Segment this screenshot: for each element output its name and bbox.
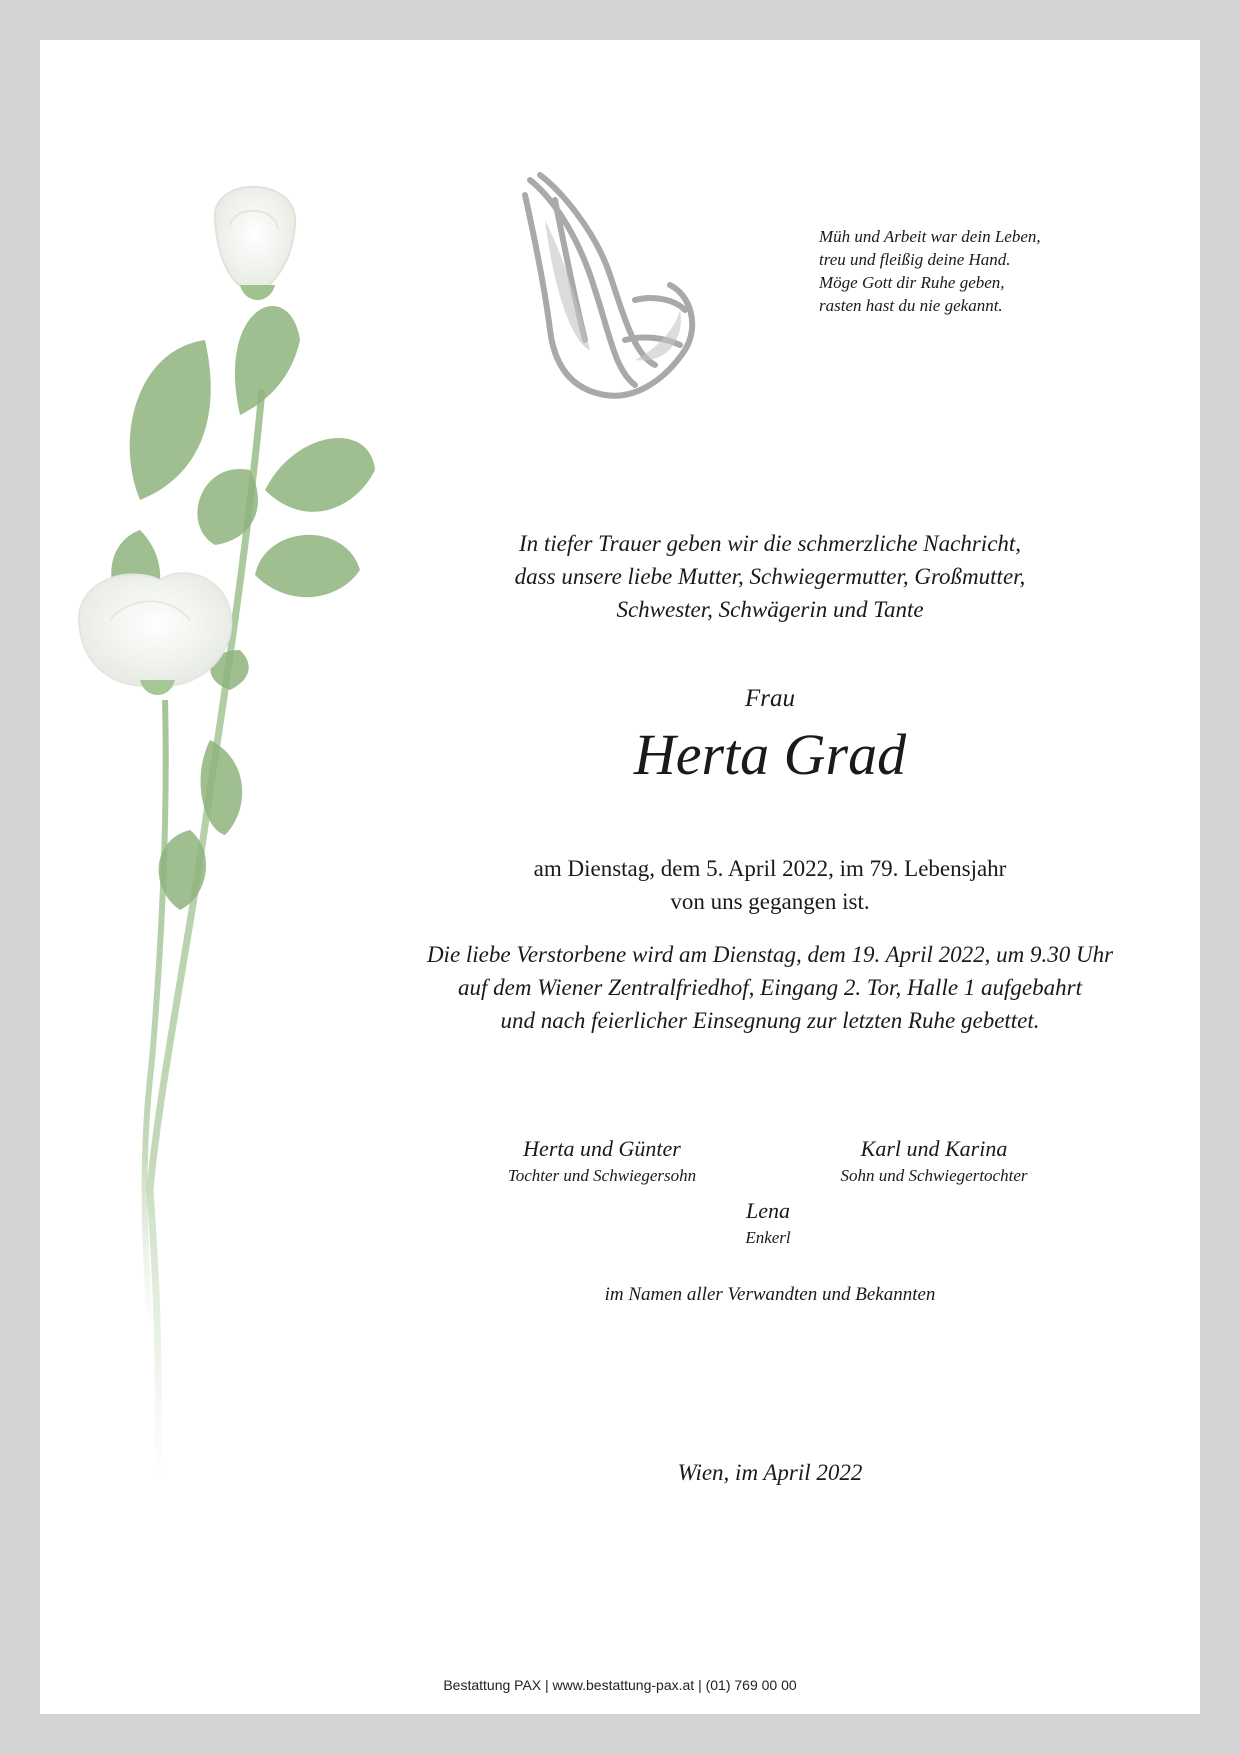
relative-entry xyxy=(618,1196,918,1250)
memorial-verse xyxy=(819,225,1139,317)
praying-hands-icon xyxy=(485,160,725,430)
funeral-line: Die liebe Verstorbene wird am Dienstag, dem 19. April 2022, um 9.30 Uhr xyxy=(426,942,1114,967)
verse-line: Möge Gott dir Ruhe geben, xyxy=(819,273,1005,292)
death-line: am Dienstag, dem 5. April 2022, im 79. Lebensjahr xyxy=(533,856,1007,881)
death-line: von uns gegangen ist. xyxy=(670,889,870,914)
intro-line: dass unsere liebe Mutter, Schwiegermutter, Großmutter, xyxy=(514,564,1026,589)
relative-role: Tochter und Schwiegersohn xyxy=(507,1166,697,1185)
death-notice xyxy=(370,852,1170,918)
deceased-name: Herta Grad xyxy=(633,722,907,787)
white-rose-illustration xyxy=(40,180,420,1500)
relative-name: Karl und Karina xyxy=(860,1136,1008,1161)
verse-line: treu und fleißig deine Hand. xyxy=(819,250,1011,269)
intro-announcement xyxy=(370,527,1170,626)
relative-entry xyxy=(452,1134,752,1188)
funeral-home-footer: Bestattung PAX | www.bestattung-pax.at | (01) 769 00 00 xyxy=(443,1677,797,1693)
relative-name: Lena xyxy=(746,1198,790,1223)
funeral-details xyxy=(370,938,1170,1037)
relative-role: Sohn und Schwiegertochter xyxy=(840,1166,1028,1185)
verse-line: Müh und Arbeit war dein Leben, xyxy=(819,227,1041,246)
relative-name: Herta und Günter xyxy=(523,1136,681,1161)
funeral-line: und nach feierlicher Einsegnung zur letzten Ruhe gebettet. xyxy=(500,1008,1040,1033)
closing-line: im Namen aller Verwandten und Bekannten xyxy=(604,1284,936,1305)
funeral-line: auf dem Wiener Zentralfriedhof, Eingang 2. Tor, Halle 1 aufgebahrt xyxy=(458,975,1082,1000)
verse-line: rasten hast du nie gekannt. xyxy=(819,296,1003,315)
relative-role: Enkerl xyxy=(745,1228,791,1247)
intro-line: Schwester, Schwägerin und Tante xyxy=(616,597,924,622)
intro-line: In tiefer Trauer geben wir die schmerzliche Nachricht, xyxy=(518,531,1022,556)
relative-entry xyxy=(784,1134,1084,1188)
salutation: Frau xyxy=(745,685,795,712)
place-date: Wien, im April 2022 xyxy=(677,1460,863,1485)
